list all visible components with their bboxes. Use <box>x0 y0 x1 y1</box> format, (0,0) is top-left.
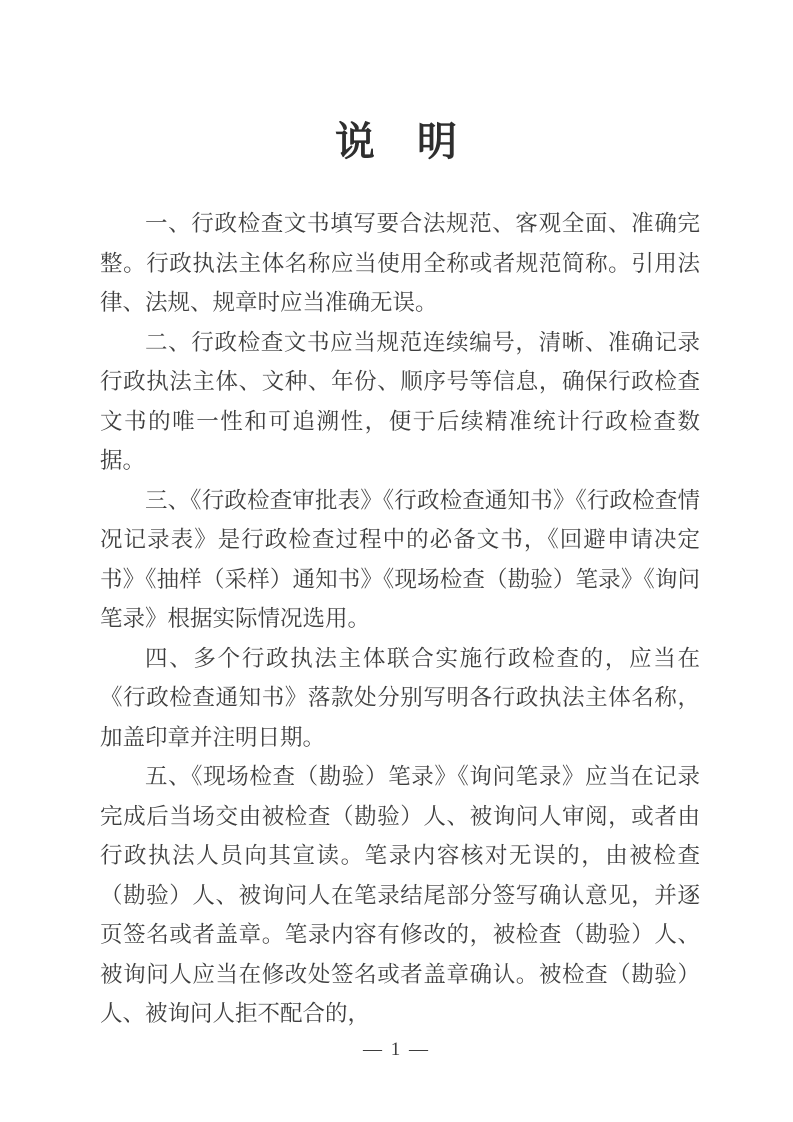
paragraph-2: 二、行政检查文书应当规范连续编号，清晰、准确记录行政执法主体、文种、年份、顺序号等信息，确保行政检查文书的唯一性和可追溯性，便于后续精准统计行政检查数据。 <box>100 329 700 473</box>
page-number: — 1 — <box>363 1039 430 1060</box>
paragraph-4: 四、多个行政执法主体联合实施行政检查的，应当在《行政检查通知书》落款处分别写明各行政执法主体名称，加盖印章并注明日期。 <box>100 645 700 750</box>
paragraph-3: 三、《行政检查审批表》《行政检查通知书》《行政检查情况记录表》是行政检查过程中的必备文书，《回避申请决定书》《抽样（采样）通知书》《现场检查（勘验）笔录》《询问笔录》根据实际情况选用。 <box>100 487 700 631</box>
document-title: 说 明 <box>335 119 458 164</box>
paragraph-1: 一、行政检查文书填写要合法规范、客观全面、准确完整。行政执法主体名称应当使用全称或者规范简称。引用法律、法规、规章时应当准确无误。 <box>100 211 700 315</box>
document-body <box>100 204 700 1034</box>
paragraph-5: 五、《现场检查（勘验）笔录》《询问笔录》应当在记录完成后当场交由被检查（勘验）人、被询问人审阅，或者由行政执法人员向其宣读。笔录内容核对无误的，由被检查（勘验）人、被询问人在笔录结尾部分签写确认意见，并逐页签名或者盖章。笔录内容有修改的，被检查（勘验）人、被询问人应当在修改处签名或者盖章确认。被检查（勘验）人、被询问人拒不配合的， <box>100 764 700 1026</box>
